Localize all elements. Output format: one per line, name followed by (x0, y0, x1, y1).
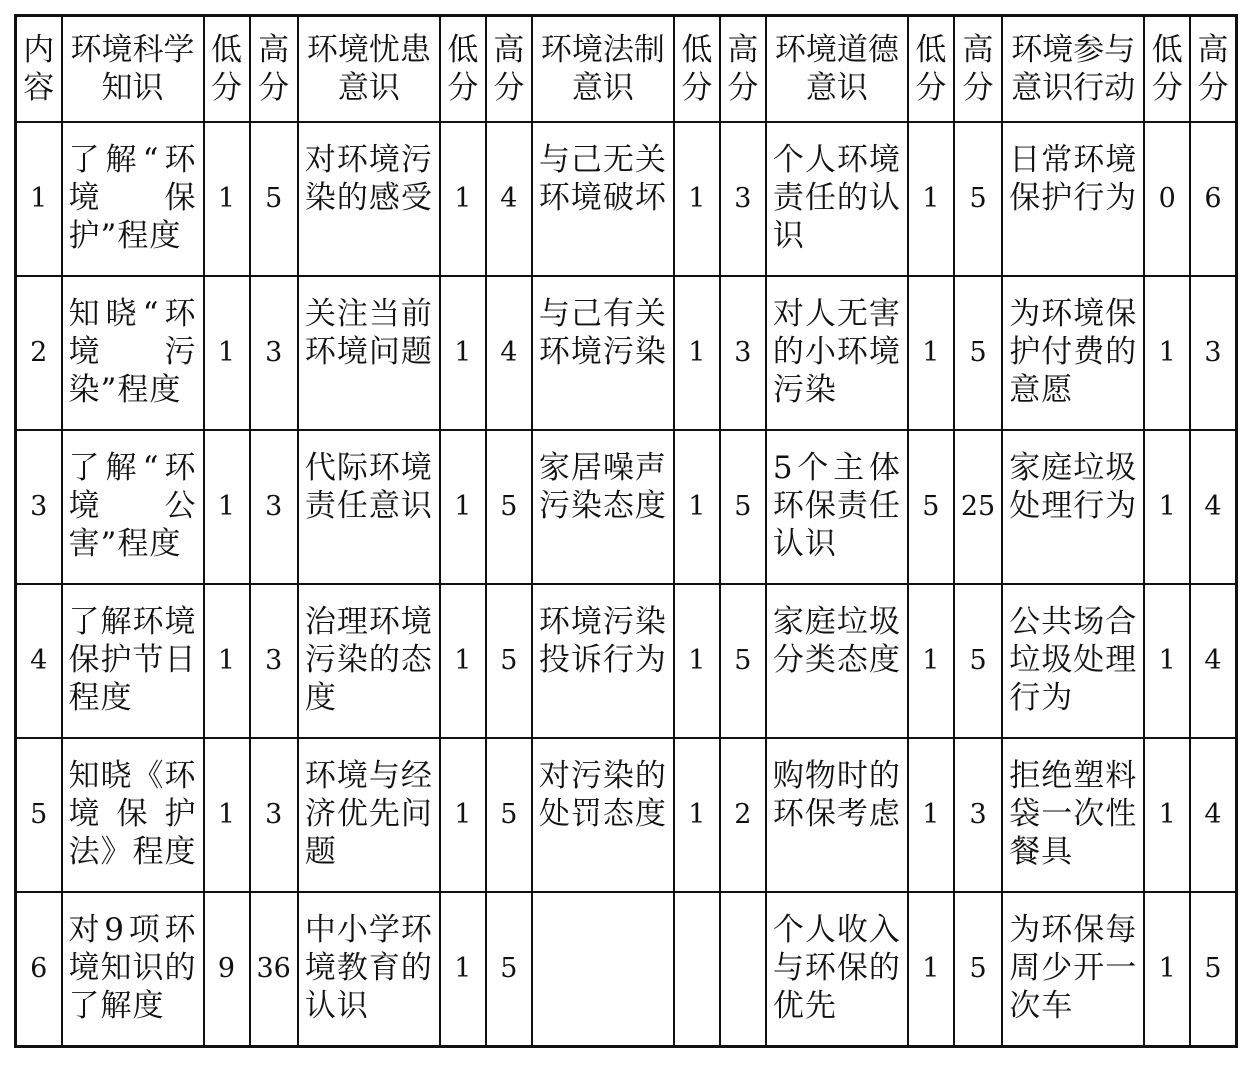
table-cell: 3 (720, 122, 766, 276)
table-cell: 1 (204, 584, 250, 738)
table-cell: 对环境污染的感受 (298, 122, 440, 276)
table-cell: 5 (250, 122, 298, 276)
table-cell: 0 (1144, 122, 1190, 276)
table-cell: 1 (440, 738, 486, 892)
header-low: 低分 (908, 16, 954, 123)
table-cell: 1 (204, 122, 250, 276)
table-cell: 2 (720, 738, 766, 892)
table-cell: 5 (954, 892, 1002, 1046)
environment-awareness-table (14, 14, 1238, 1048)
header-high: 高分 (720, 16, 766, 123)
table-cell: 1 (1144, 738, 1190, 892)
table-cell: 中小学环境教育的认识 (298, 892, 440, 1046)
header-row (16, 16, 1237, 123)
table-cell: 3 (250, 738, 298, 892)
table-row (16, 738, 1237, 892)
header-legal-awareness: 环境法制意识 (532, 16, 674, 123)
header-low: 低分 (204, 16, 250, 123)
table-cell: 知晓“环境污染”程度 (62, 276, 204, 430)
table-cell: 家居噪声污染态度 (532, 430, 674, 584)
table-body (16, 122, 1237, 1046)
table-cell: 购物时的环保考虑 (766, 738, 908, 892)
table-cell (532, 892, 674, 1046)
table-cell: 1 (908, 738, 954, 892)
table-cell: 4 (486, 276, 532, 430)
table-cell: 了解“环境公害”程度 (62, 430, 204, 584)
table-row (16, 430, 1237, 584)
table-cell: 5 (908, 430, 954, 584)
table-cell: 25 (954, 430, 1002, 584)
table-cell: 1 (674, 430, 720, 584)
table-cell: 与己有关环境污染 (532, 276, 674, 430)
table-cell: 5 (486, 738, 532, 892)
table-cell: 对9项环境知识的了解度 (62, 892, 204, 1046)
header-moral-awareness: 环境道德意识 (766, 16, 908, 123)
table-cell: 1 (440, 584, 486, 738)
table-cell: 5 (486, 584, 532, 738)
table-cell: 3 (720, 276, 766, 430)
table-cell: 1 (1144, 430, 1190, 584)
table-cell: 6 (16, 892, 62, 1046)
table-cell: 环境与经济优先问题 (298, 738, 440, 892)
table-cell: 1 (1144, 276, 1190, 430)
table-cell: 1 (440, 122, 486, 276)
table-cell: 5 (16, 738, 62, 892)
table-cell: 4 (1190, 738, 1236, 892)
table-cell: 与己无关环境破坏 (532, 122, 674, 276)
table-cell: 家庭垃圾处理行为 (1002, 430, 1144, 584)
table-cell: 个人收入与环保的优先 (766, 892, 908, 1046)
table-cell: 5 (1190, 892, 1236, 1046)
table-cell: 3 (250, 430, 298, 584)
table-cell: 4 (1190, 430, 1236, 584)
header-science-knowledge: 环境科学知识 (62, 16, 204, 123)
table-cell: 日常环境保护行为 (1002, 122, 1144, 276)
table-cell: 为环境保护付费的意愿 (1002, 276, 1144, 430)
table-cell: 了解环境保护节日程度 (62, 584, 204, 738)
table-cell: 对污染的处罚态度 (532, 738, 674, 892)
table-cell: 1 (908, 276, 954, 430)
table-cell: 了解“环境保护”程度 (62, 122, 204, 276)
table-cell: 知晓《环境保护法》程度 (62, 738, 204, 892)
header-concern-awareness: 环境忧患意识 (298, 16, 440, 123)
table-cell: 1 (908, 122, 954, 276)
table-cell: 5 (954, 584, 1002, 738)
table-cell: 1 (16, 122, 62, 276)
table-cell: 36 (250, 892, 298, 1046)
table-cell: 1 (204, 276, 250, 430)
header-high: 高分 (486, 16, 532, 123)
table-cell: 5 (720, 584, 766, 738)
table-cell: 4 (16, 584, 62, 738)
table-cell: 6 (1190, 122, 1236, 276)
table-cell: 5 (954, 276, 1002, 430)
table-cell: 1 (1144, 892, 1190, 1046)
table-cell: 1 (204, 430, 250, 584)
table-cell: 1 (674, 276, 720, 430)
table-cell: 关注当前环境问题 (298, 276, 440, 430)
table-cell: 4 (486, 122, 532, 276)
table-cell: 1 (440, 892, 486, 1046)
table-cell: 9 (204, 892, 250, 1046)
header-content: 内容 (16, 16, 62, 123)
table-cell: 3 (250, 276, 298, 430)
table-row (16, 892, 1237, 1046)
table-row (16, 122, 1237, 276)
table-cell: 1 (674, 122, 720, 276)
table-cell: 拒绝塑料袋一次性餐具 (1002, 738, 1144, 892)
table-cell: 5 (486, 892, 532, 1046)
header-low: 低分 (674, 16, 720, 123)
header-participation-action: 环境参与意识行动 (1002, 16, 1144, 123)
table-cell: 对人无害的小环境污染 (766, 276, 908, 430)
table-cell (720, 892, 766, 1046)
table-cell: 1 (674, 738, 720, 892)
header-high: 高分 (954, 16, 1002, 123)
table-cell: 1 (908, 584, 954, 738)
table-cell: 1 (908, 892, 954, 1046)
table-cell: 2 (16, 276, 62, 430)
header-low: 低分 (1144, 16, 1190, 123)
table-cell: 3 (1190, 276, 1236, 430)
table-cell: 1 (440, 430, 486, 584)
table-row (16, 584, 1237, 738)
table-cell: 5个主体环保责任认识 (766, 430, 908, 584)
table-cell: 为环保每周少开一次车 (1002, 892, 1144, 1046)
table-cell: 代际环境责任意识 (298, 430, 440, 584)
table-cell: 环境污染投诉行为 (532, 584, 674, 738)
table-cell: 5 (720, 430, 766, 584)
table-cell (674, 892, 720, 1046)
table-cell: 个人环境责任的认识 (766, 122, 908, 276)
header-high: 高分 (250, 16, 298, 123)
table-row (16, 276, 1237, 430)
table-cell: 4 (1190, 584, 1236, 738)
table-cell: 1 (204, 738, 250, 892)
table-cell: 治理环境污染的态度 (298, 584, 440, 738)
table-cell: 1 (674, 584, 720, 738)
table-cell: 家庭垃圾分类态度 (766, 584, 908, 738)
table-cell: 1 (440, 276, 486, 430)
header-low: 低分 (440, 16, 486, 123)
table-cell: 5 (486, 430, 532, 584)
table-cell: 3 (954, 738, 1002, 892)
table-cell: 3 (16, 430, 62, 584)
header-high: 高分 (1190, 16, 1236, 123)
table-cell: 5 (954, 122, 1002, 276)
table-cell: 3 (250, 584, 298, 738)
table-cell: 公共场合垃圾处理行为 (1002, 584, 1144, 738)
table-cell: 1 (1144, 584, 1190, 738)
